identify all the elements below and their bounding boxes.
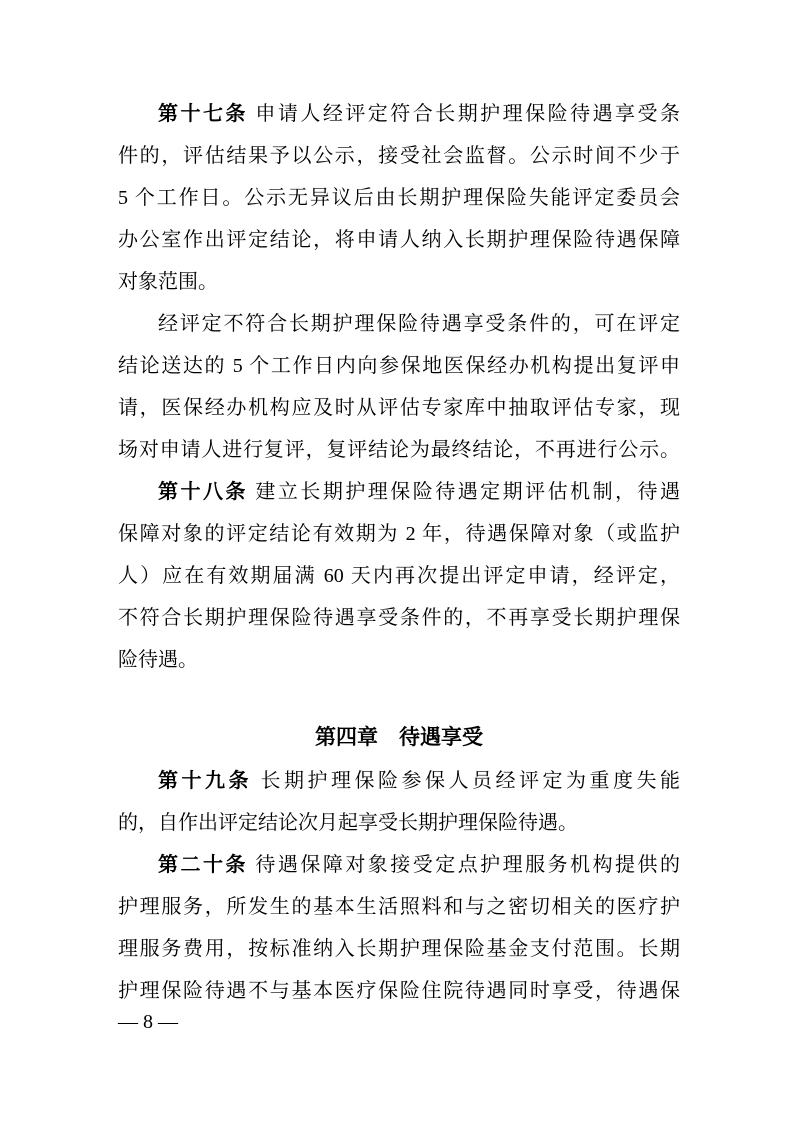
line-text: 待遇保障对象接受定点护理服务机构提供的 xyxy=(247,854,681,876)
chapter-body xyxy=(118,760,680,1012)
text-line xyxy=(118,219,680,261)
line-text: 长期护理保险参保人员经评定为重度失能 xyxy=(252,770,680,792)
line-text: 的，自作出评定结论次月起享受长期护理保险待遇。 xyxy=(118,812,578,834)
text-line xyxy=(118,177,680,219)
text-line xyxy=(118,597,680,639)
text-line xyxy=(118,93,680,135)
line-text: 对象范围。 xyxy=(118,271,218,293)
line-text: 办公室作出评定结论，将申请人纳入长期护理保险待遇保障 xyxy=(118,229,680,251)
line-text: 5 个工作日。公示无异议后由长期护理保险失能评定委员会 xyxy=(118,187,680,209)
text-line xyxy=(118,471,680,513)
line-text: 护理保险待遇不与基本医疗保险住院待遇同时享受，待遇保 xyxy=(118,980,680,1002)
article-number: 第十七条 xyxy=(158,103,248,125)
chapter-heading: 第四章 待遇享受 xyxy=(315,725,483,749)
article-number: 第十八条 xyxy=(158,481,248,503)
text-line xyxy=(118,387,680,429)
article-number: 第十九条 xyxy=(158,770,252,792)
page-number: — 8 — xyxy=(118,1011,178,1033)
text-line xyxy=(118,760,680,802)
text-line xyxy=(118,345,680,387)
line-text: 保障对象的评定结论有效期为 2 年，待遇保障对象（或监护 xyxy=(118,523,680,545)
line-text: 不符合长期护理保险待遇享受条件的，不再享受长期护理保 xyxy=(118,607,680,629)
line-text: 结论送达的 5 个工作日内向参保地医保经办机构提出复评申 xyxy=(118,355,680,377)
line-text: 申请人经评定符合长期护理保险待遇享受条 xyxy=(247,103,681,125)
line-text: 险待遇。 xyxy=(118,649,198,671)
line-text: 理服务费用，按标准纳入长期护理保险基金支付范围。长期 xyxy=(118,938,680,960)
line-text: 经评定不符合长期护理保险待遇享受条件的，可在评定 xyxy=(158,313,680,335)
text-line xyxy=(118,429,680,471)
line-text: 人）应在有效期届满 60 天内再次提出评定申请，经评定， xyxy=(118,565,680,587)
line-text: 请，医保经办机构应及时从评估专家库中抽取评估专家，现 xyxy=(118,397,680,419)
line-text: 场对申请人进行复评，复评结论为最终结论，不再进行公示。 xyxy=(118,439,680,461)
text-line xyxy=(118,555,680,597)
text-line xyxy=(118,844,680,886)
text-line xyxy=(118,802,680,844)
text-line xyxy=(118,261,680,303)
text-line xyxy=(118,303,680,345)
document-body xyxy=(118,93,680,1012)
text-line xyxy=(118,886,680,928)
text-line xyxy=(118,639,680,681)
text-line xyxy=(118,135,680,177)
article-number: 第二十条 xyxy=(158,854,248,876)
text-line xyxy=(118,513,680,555)
line-text: 建立长期护理保险待遇定期评估机制，待遇 xyxy=(247,481,681,503)
text-line xyxy=(118,928,680,970)
text-line xyxy=(118,970,680,1012)
line-text: 护理服务，所发生的基本生活照料和与之密切相关的医疗护 xyxy=(118,896,680,918)
line-text: 件的，评估结果予以公示，接受社会监督。公示时间不少于 xyxy=(118,145,680,167)
